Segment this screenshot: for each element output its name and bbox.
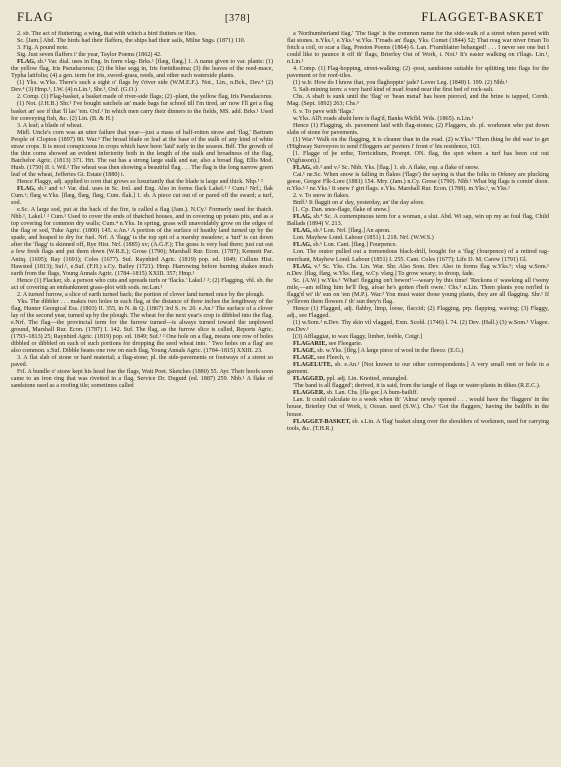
left-column [11, 31, 273, 765]
headword: FLAG, [17, 59, 36, 66]
headword: FLAG, [293, 242, 312, 249]
headword: FLAGE, [293, 348, 316, 355]
dictionary-entry [11, 80, 273, 94]
right-column [287, 31, 549, 765]
entry-text: sb.² and v.¹ Var. dial. uses in Sc. Irel. and Eng. Also in forms flack Lakel.¹ ² Cum.¹ Nrf.; flak Cum.¹; flæg w.Yks. [flæg, flæg, flæg, Cum. flak.] 1. sb. A piece cut out of or pared off the sward; a turf, sod. [11, 186, 273, 207]
entry-text: sb. Lan. Chs. [fla·gər.] A bum-bailiff. [326, 390, 419, 397]
dictionary-entry [287, 264, 549, 278]
dictionary-entry [287, 334, 549, 341]
dictionary-entry [11, 355, 273, 369]
entry-text: Frf. A bundle o' straw kept his head frae the flags, Watt Poet. Sketches (1880) 55. Ayr. Their hoofs soon came to an iron ring that was rivetted in a flag, Service Dr. Duguid (ed. 1887) 259. Nhb.¹ A flake of sandstone used as a roofing tile; sometimes called [11, 369, 273, 390]
entry-text: 3. Fig. A pound note. [17, 45, 69, 52]
entry-text: 6. v. To pave with 'flags.' [293, 108, 354, 115]
entry-text: sb. w.Yks. [flēg.] A large piece of wool in the fleece. (E.G.) [317, 348, 464, 355]
headword: FLAG, [17, 186, 36, 193]
dictionary-entry [287, 172, 549, 193]
dictionary-entry [11, 38, 273, 45]
dictionary-entry [287, 123, 549, 137]
entry-text: Sig. Just seven flaffers i' the year, Taylor Poems (1862) 42. [17, 52, 162, 59]
dictionary-entry [287, 320, 549, 334]
dictionary-entry [287, 66, 549, 80]
dictionary-entry [287, 348, 549, 355]
dictionary-entry [287, 214, 549, 228]
entry-text: Sc. (A.W.) w.Yks.⁵ 'What! flegging on't bewor!'—weary by this time! 'Reckons o' wawking all t'weny mile,—am telling him he'll fleg, afoar he's gotten t'heft owre.' Chs.¹ n.Lin. Them plants you ren'led is flagg'd wi' th' sun on 'em (M.P.). War.³ You must water those young plants, they are all flagging. Shr.¹ If yo'lleven them flowers i' th' sun they'n flag. [287, 277, 549, 305]
entry-text: Hence (1) Flacker, sb. a person who cuts and spreads turfs or 'flacks.' Lakel.¹ ²; (2) Flagging, vbl. sb. the act of covering an embankment grass-plot with sods. ne.Lan.¹ [11, 277, 273, 291]
entry-text: sb.⁴ Sc. A contemptuous term for a woman, a slut. Abd. Wi sap, win up my ae foul flag, Child Ballads (1894) V. 213. [287, 214, 549, 228]
dictionary-entry [11, 31, 273, 38]
dictionary-entry [11, 278, 273, 292]
entry-text: Hence Flaggy, adj. applied to corn that grows so luxuriantly that the blade is large and thick. Nhp.¹ ² [17, 178, 263, 185]
entry-text: 4. Comp. (1) Flag-hopping, street-walking; (2) -post, sandstone suitable for splitting into flags for the pavement or for roof-tiles. [287, 66, 549, 80]
dictionary-entry [11, 186, 273, 207]
entry-text: sb. e.An.¹ [Not known to our other correspondents.] A very small rent or hole in a garment. [287, 362, 549, 376]
entry-text: [1. Cp. Dan. snee-flage, flake of snow.] [293, 207, 390, 214]
entry-text: 2. v. To snow in flakes. [293, 193, 350, 200]
dictionary-entry [287, 109, 549, 116]
entry-text: w.Yks. All't roads abaht here is flag'd, Banks Wkfld. Wds. (1865). n.Lin.¹ [293, 115, 474, 122]
dictionary-entry [287, 362, 549, 376]
entry-text: Lon. The orator pulled out a tremendous black-drill, bought for a 'flag' (fourpence) of a retired rag-merchant, Mayhew Lond. Labour (1851) I. 255. Cant. Coles (1677); Life D. M. Carew (1791) Gl. [287, 249, 549, 263]
entry-text: (1) Not. (J.H.B.) Shr.¹ I've bought satchels an' made bags fur school till I'm tired, an' now I'll get a flag basket an' see if that 'll las' 'em. Oxf.¹ In which men carry their dinners to the fields, MS. add. Brks.¹ Used for conveying fish, &c. (2) Lin. (B. & H.) [11, 101, 273, 122]
entry-text: [1. Flagge of þe erthe, Terricidium, Prompt. ON. flag, the spot where a turf has been cut out (Vigfusson).] [287, 150, 549, 164]
dictionary-entry [287, 397, 549, 418]
entry-text: Lan. It could calculate to a week when th' 'Alma' newly opened . . . would have the 'flaggers' in the house, Brierley Out of Work, i; Ocean. used (S.W.). Chs.¹ 'Got the flaggers,' having the bailiffs in the house. [287, 397, 549, 418]
entry-text: 5. Salt-mining term: a very hard kind of marl found near the first bed of rock-salt. [293, 87, 494, 94]
entry-text: see Fleegarie. [328, 341, 363, 348]
entry-text: e.Sc. A large sod, put at the back of the fire, is called a flag (Jam.). N.Cy.¹ Formerly used for thatch. Nhb.¹, Lakel.¹ ² Cum.¹ Used to cover the ends of thatched houses, and in covering up potato pits, and as a top covering for common dry walls; Cum.⁴ n.Yks. In spring, grass will unavoidably grow on the edges of the flag or sod, Tuke Agric. (1800) 145. e.An.¹ A portion of the surface of heathy land turned up by the spade, and heaped to dry for fuel. Nrf. A 'flagg' is the top spit of a marshy meadow; a 'turf' is cut down after the 'flagg' is skinned off, Rye Hist. Nrf. (1885) xv; (A.G.F.); The grass is very bad there; just cut out a few fresh flags and put them down (W.R.E.); Grose (1790); Marshall Rur. Econ. (1787); Kennett Par. Antiq. (1695); Ray (1691); Coles (1677). Suf. Raynbird Agric. (1819) pop. ed. 1849; Cullum Hist. Hawsted (1813); Suf.¹, e.Suf. (F.H.) s.Cy. Bailey (1721). Hmp. Harrowing before burning shakes much earth from the flags, Young Annals Agric. (1784–1815) XXIII. 357; Hmp.¹ [11, 207, 273, 277]
entry-text: sb.¹ Var. dial. uses in Eng. In form vlag- Brks.¹ [flæg, flæg.] 1. A name given to var. plants: (1) the yellow flag, Iris Pseudacorus; (2) the blue segg in, Iris foetidissima; (3) the leaves of the reed-mace, Typha latifolia; (4) a gen. term for iris, sword-grass, reeds, and other such waterside plants. [11, 59, 273, 80]
headword: FLAGE, [293, 355, 316, 362]
dictionary-entry [11, 179, 273, 186]
headword: FLAG, [293, 263, 312, 270]
entry-text: Yks. The dibbler . . . makes two holes in each flag, at the distance of three inches the lengthway of the flag, Hunter Georgical Ess. (1803) II. 355, in N. & Q. (1867) 3rd S. iv. 20. e.An.¹ The surface of a clover lay of the second year, turned up by the plough. The wheat for the next year's crop is dibbled into the flag. e.Nrf. The flag—the provincial term for the furrow turned—is always turned toward the unplowed ground, Marshall Rur. Econ. (1787) I. 142. Suf. The flag, as the furrow slice is called, Reports Agric. (1793–1813) 25; Raynbird Agric. (1819) pop. ed. 1849; Suf.¹ ² One hole on a flag, means one row of holes dibbled or dibbled on each of such portions for dropping the seed wheat into. ' Two holes on a flag' are also common. s.Suf. Dibble beans one row on each flag, Young Annals Agric. (1784–1815) XXIII. 23. [11, 298, 273, 355]
entry-text: Chs. A shaft is sunk until the 'flag' or 'bean metal' has been pierced, and the brine is tapped, Cornh. Mag. (Sept. 1892) 263; Chs.³ [287, 94, 549, 108]
headword: FLAGGET-BASKET, [293, 418, 351, 425]
headword: FLAGELUTE, [293, 362, 333, 369]
dictionary-entry [11, 299, 273, 355]
two-column-body [11, 31, 550, 765]
headword: FLAGARIE, [293, 341, 327, 348]
entry-text: (1) War.³ Walk on the flagging, it is cleaner than in the road. (2) w.Yks.³ 'Then thing he did was' to get t'Highway Surveyors to send t'floggers an' paviers i' front o' his residence, 163. [287, 136, 549, 150]
entry-text: 2. sb. The act of fluttering; a wing, that with which a bird flutters or flies. [17, 31, 197, 37]
dictionary-entry [287, 419, 549, 433]
entry-text: a 'Northumberland flag.' 'The flags' is the common name for the side-walk of a street when paved with flat stones. n.Yks.², e.Yks.¹ w.Yks. T'roads an' flags, Yks. Comet (1844) 52; That reag war niver t'man To fotch a coil, or scar a flag, Preston Poems (1864) 6. Lan. F'ramblatter behanged! . . . I never see one but I could like to paunce it off th' flags, Brierley Out of Work, i. Not.¹ It's easier walking on t'flags. Lin.¹, n.Lin.¹ [287, 31, 549, 66]
dictionary-entry [11, 207, 273, 277]
entry-text: Lon. Mayhew Lond. Labour (1851) I. 218. Nrf. (W.W.S.) [293, 235, 434, 242]
entry-text: 'The band is all flagged'; derived, it is said, from the tangle of flags or water-plants in dikes (R.E.C.). [293, 383, 541, 390]
entry-text: 3. A leaf; a blade of wheat. [17, 122, 83, 129]
entry-text: (1) w.Ir. How do I know that, you flaghoppin' jade? Lover Leg. (1848) I. 199. (2) Nhb.¹ [293, 80, 508, 87]
entry-text: 2. A turned furrow, a slice of earth turned back; the portion of clover land turned once by the plough. [17, 291, 265, 298]
running-head-left: FLAG [17, 10, 54, 24]
dictionary-entry [11, 59, 273, 80]
dictionary-entry [287, 137, 549, 151]
entry-text: ppl. adj. Lin. Knotted, entangled. [326, 376, 408, 383]
dictionary-entry [11, 123, 273, 130]
dictionary-entry [287, 94, 549, 108]
dictionary-entry [287, 116, 549, 123]
page-number: [378] [224, 13, 251, 24]
headword: FLAGGED, [293, 376, 325, 383]
dictionary-entry [287, 249, 549, 263]
entry-text: Hence (1) Flagging, sb. pavement laid with flag-stones; (2) Flaggers, sb. pl. workmen who put down slabs of stone for pavements. [287, 122, 549, 136]
entry-text: 3. A flat slab of stone or hard material; a flag-stone; pl. the side-pavements or footways of a street so paved. [11, 355, 273, 369]
dictionary-entry [11, 130, 273, 179]
entry-text: Cai.¹ ne.Sc. When snow is falling in flakes ('flags') the saying is that the folks in Orkney are plucking geese, Gregor Flk-Lore (1881) 154. Mry. (Jam.) n.Cy. Grose (1790). Nhb.¹ What big flags is comin' doon. n.Yks.¹ ² ne.Yks.¹ It snew i' girt flags. e.Yks. Marshall Rur. Econ. (1788). m.Yks.¹, w.Yks.¹ [287, 171, 549, 193]
dictionary-entry [287, 31, 549, 66]
headword: FLAG, [293, 164, 312, 171]
dictionary-entry [11, 369, 273, 390]
dictionary-entry [287, 165, 549, 172]
entry-text: sb.³ and v.² Sc. Nhb. Yks. [flag.] 1. sb. A flake, esp. a flake of snow. [313, 164, 480, 171]
entry-text: (1) w.Som.¹ n.Dev. Thy skin vil vlagged, Exm. Scold. (1746) l. 74. (2) Dev. (Hall.) (3) w.Som.¹ Vlagee. nw.Dev.¹ [287, 319, 549, 333]
running-head-right: FLAGGET-BASKET [421, 10, 544, 24]
dictionary-entry [11, 292, 273, 299]
entry-text: Hence (1) Flagged, adj. flabby, limp, loose, flaccid; (2) Flagging, prp. flapping, waving; (3) Flaggy, adj., see Flagged. [287, 305, 549, 319]
headword: FLAG, [293, 214, 312, 221]
entry-text: 2. Comp. (1) Flag-basket, a basket made of river-side flags; (2) -plant, the yellow flag, Iris Pseudacorus. [17, 94, 273, 101]
entry-text: [(3) Afflaggiat, to wax flaggy, limber, feeble, Cotgr.] [293, 334, 423, 341]
dictionary-entry [287, 151, 549, 165]
entry-text: (1) Yks. w.Yks. There's such a sight o' flags by t'river side (W.M.E.F.). Not., Lin., n.Bck., Dev.⁴ (2) Dev.⁴ (3) Hmp.¹, I.W. (4) n.Lin.¹, Shr.¹, Oxf. (G.O.) [11, 80, 273, 94]
entry-text: sb.⁶ Lon. Cant. [flæg.] Fourpence. [313, 242, 397, 249]
entry-text: sb. s.Lin. A 'flag' basket slung over the shoulders of workmen, used for carrying tools, &c. (T.H.R.) [287, 418, 549, 432]
entry-text: v.³ Sc. Yks. Chs. Lin. War. Shr. Also Som. Dev. Also in forms flag w.Yks.⁵; vlag w.Som.¹ n.Dev. [flag, flæg, w.Yks. flæg, w.Cy. vlæg.] To grow weary; to droop, fade. [287, 263, 549, 277]
entry-text: Midl. Uncle's corn was an utter failure that year—just a mass of half-rotten straw and 'flag,' Bartram People of Clopton (1897) 80. War.³ The broad blade or leaf at the base of the stalk of any kind of white straw crops. It is most conspicuous in crops which have been 'laid' early in the season. Bdf. The growth of the thin corns showed an evident inferiority both in the length of the stalk and broadness of the flag, Batchelor Agric. (1813) 371. Hrt. The oat has a strong large stalk and ear, also a broad flag, Ellis Mod. Husb. (1750) II. i. Wil.¹ The wheat was then showing a beautiful flag . . . The flag is the long narrow green leaf of the wheat, Jefferies Gt. Estate (1880) i. [11, 129, 273, 178]
headword: FLAG, [293, 228, 312, 235]
dictionary-entry [287, 278, 549, 306]
entry-text: sb.⁵ Lon. Nrf. [flæg.] An apron. [313, 228, 391, 235]
entry-text: see Fleech, v. [317, 355, 351, 362]
dictionary-entry [287, 306, 549, 320]
entry-text: Bnff.¹ It flaggit on a' day, yesterday, an' the day afore. [293, 200, 425, 207]
entry-text: Sc. [Jam.] Abd. The birds had their flaffers, the ships had their sails, Milne Sngs. (1871) 110. [17, 38, 246, 45]
page-header [11, 10, 550, 26]
headword: FLAGGER, [293, 390, 325, 397]
dictionary-entry [11, 101, 273, 122]
